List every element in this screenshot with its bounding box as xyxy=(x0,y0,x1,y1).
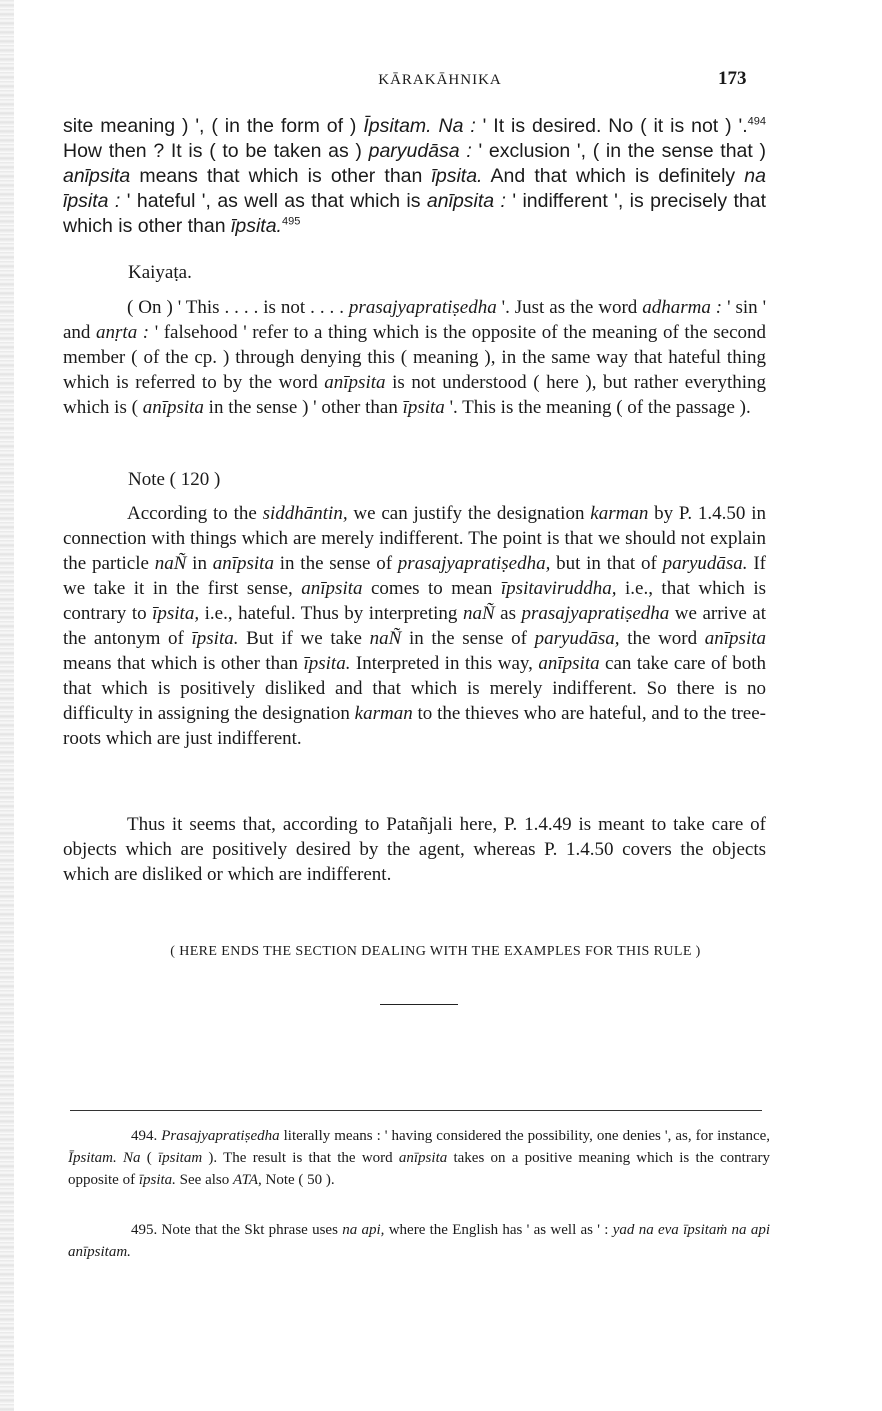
footnote-ref-494: 494 xyxy=(747,115,767,128)
footnote-rule xyxy=(70,1110,762,1111)
running-header: KĀRAKĀHNIKA xyxy=(378,72,502,88)
paragraph-continuation: site meaning ) ', ( in the form of ) Īpsitam. Na : ' It is desired. No ( it is not ) '.$^{494}$ How then ? It is ( to be taken as ) paryudāsa : ' exclusion ', ( in the sense that ) anīpsita means that which is other than īpsita. And that which is definitely na īpsita : ' hateful ', as well as that which is anīpsita : ' indifferent ', is precisely that which is other than īpsita.$^{495}$ xyxy=(63,115,767,237)
note-paragraph: According to the siddhāntin, we can justify the designation karman by P. 1.4.50 in connection with things which are merely indifferent. The point is that we should not explain the particle naÑ in anīpsita in the sense of prasajyapratiṣedha, but in that of paryudāsa. If we take it in the first sense, anīpsita comes to mean īpsitaviruddha, i.e., that which is contrary to īpsita, i.e., hateful. Thus by interpreting naÑ as prasajyapratiṣedha we arrive at the antonym of īpsita. But if we take naÑ in the sense of paryudāsa, the word anīpsita means that which is other than īpsita. Interpreted in this way, anīpsita can take care of both that which is positively disliked and that which is merely indifferent. So there is no difficulty in assigning the designation karman to the thieves who are hateful, and to the tree-roots which are just indifferent. xyxy=(63,503,767,749)
footnote-ref-495: 495 xyxy=(281,215,301,228)
note-heading: Note ( 120 ) xyxy=(128,469,221,490)
closing-paragraph: Thus it seems that, according to Patañjali here, P. 1.4.49 is meant to take care of objects which are positively desired by the agent, whereas P. 1.4.50 covers the objects which are disliked or which are indifferent. xyxy=(63,814,766,885)
page-number: 173 xyxy=(718,68,747,89)
footnote-494: 494. Prasajyapratiṣedha literally means : ' having considered the possibility, one denies ', as, for instance, Īpsitam. Na ( īpsitam ). The result is that the word anīpsita takes on a positive meaning which is the contrary opposite of īpsita. See also ATA, Note ( 50 ). xyxy=(68,1128,771,1188)
footnote-495: 495. Note that the Skt phrase uses na api, where the English has ' as well as ' : yad na eva īpsitaṁ na api anīpsitam. xyxy=(68,1222,770,1260)
kaiyata-paragraph: ( On ) ' This . . . . is not . . . . prasajyapratiṣedha '. Just as the word adharma : ' sin ' and anṛta : ' falsehood ' refer to a thing which is the opposite of the meaning of the second member ( of the cp. ) through denying this ( meaning ), in the same way that hateful thing which is referred to by the word anīpsita is not understood ( here ), but rather everything which is ( anīpsita in the sense ) ' other than īpsita '. This is the meaning ( of the passage ). xyxy=(63,297,767,418)
scan-edge-artifact xyxy=(0,0,14,1411)
kaiyata-heading: Kaiyaṭa. xyxy=(128,262,192,283)
section-divider xyxy=(380,1004,458,1005)
section-end-note: ( HERE ENDS THE SECTION DEALING WITH THE EXAMPLES FOR THIS RULE ) xyxy=(170,944,701,959)
